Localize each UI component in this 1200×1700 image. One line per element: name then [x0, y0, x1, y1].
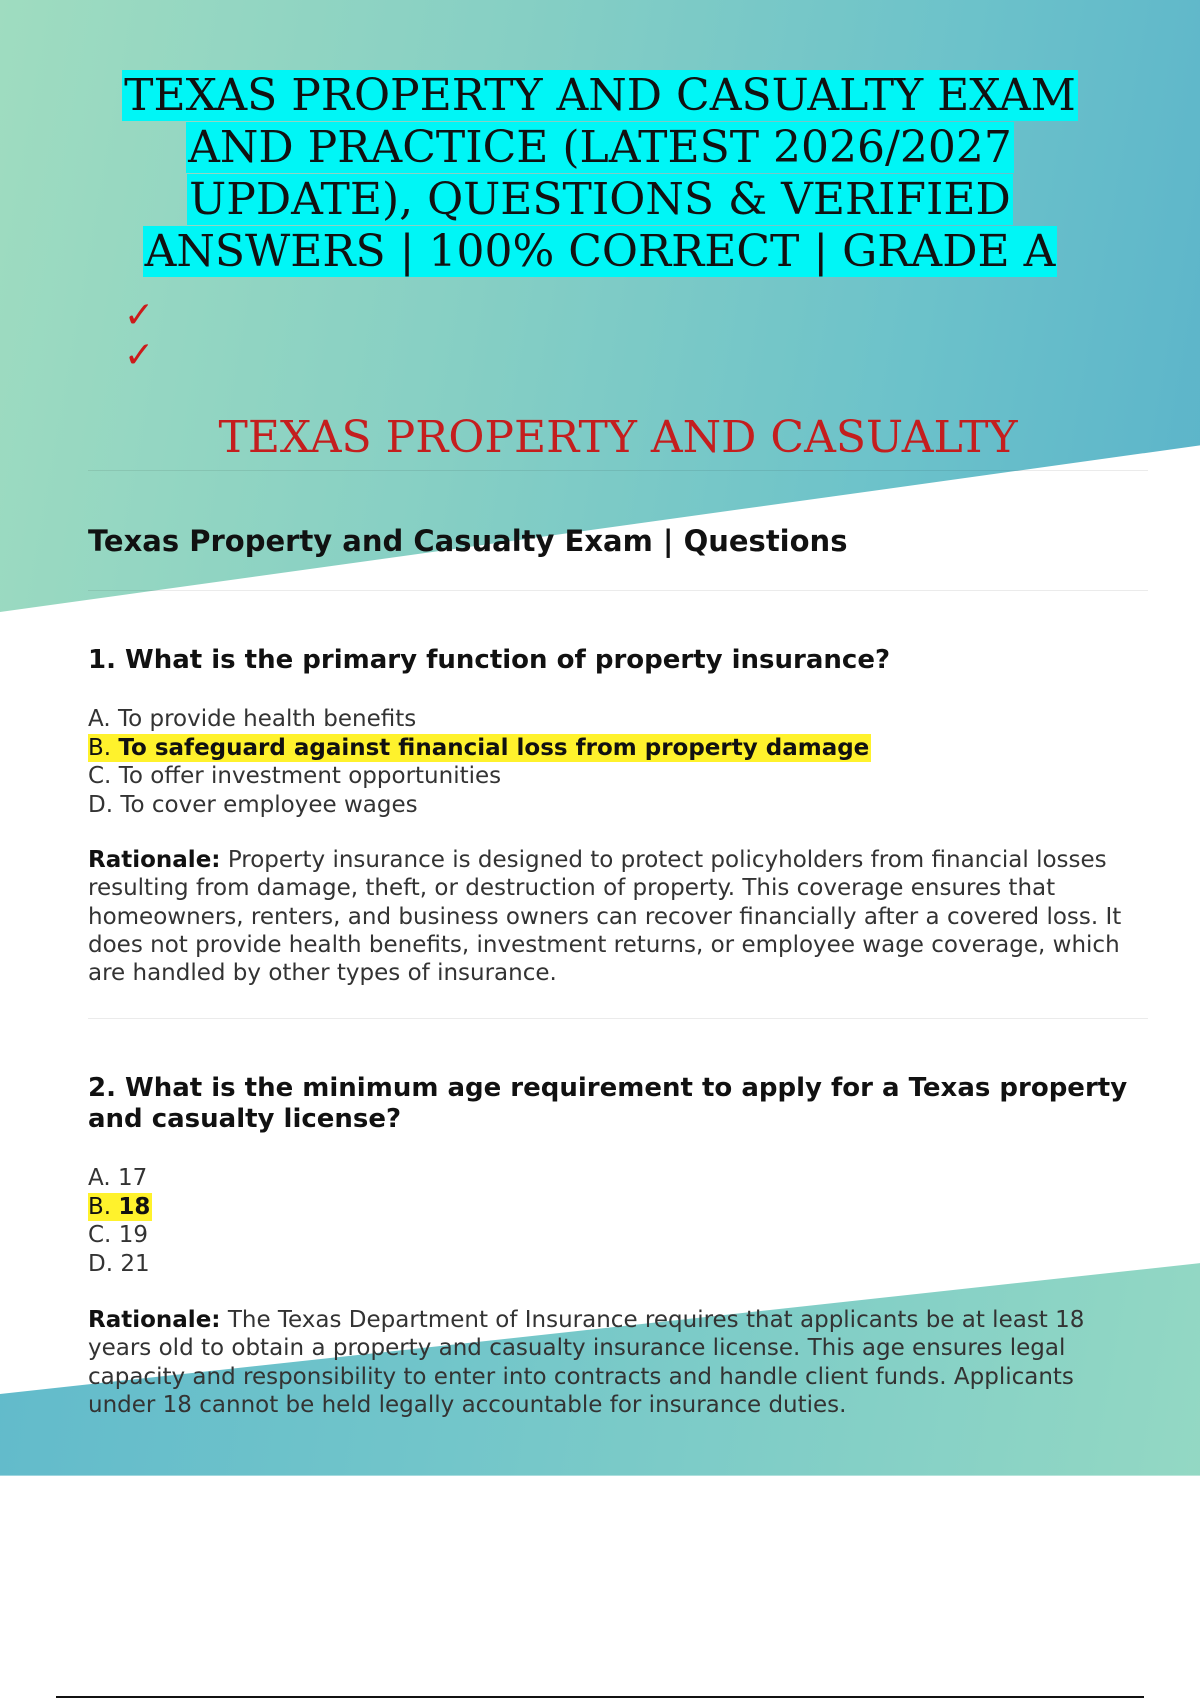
- document-subtitle: TEXAS PROPERTY AND CASUALTY: [218, 412, 1018, 463]
- option-text: 19: [118, 1222, 148, 1248]
- option-text: 21: [120, 1250, 150, 1277]
- option-a: [88, 1164, 152, 1193]
- question-1-text: 1. What is the primary function of property insurance?: [88, 645, 891, 675]
- option-text: To provide health benefits: [117, 706, 417, 732]
- document-title-text: TEXAS PROPERTY AND CASUALTY EXAM AND PRACTICE (LATEST 2026/2027 UPDATE), QUESTIONS & VERIFIED ANSWERS | 100% CORRECT | GRADE A: [124, 70, 1076, 277]
- option-b-correct: [88, 734, 871, 763]
- option-a: [88, 705, 871, 734]
- divider: [88, 590, 1148, 591]
- option-d: [88, 791, 871, 820]
- checkmark-icon: ✓: [124, 335, 155, 376]
- question-1-options: [88, 705, 871, 819]
- question-2-rationale: [88, 1306, 1148, 1419]
- option-letter: D.: [88, 1250, 114, 1277]
- rationale-text: The Texas Department of Insurance requires that applicants be at least 18 years old to obtain a property and casualty insurance license. This age ensures legal capacity and responsibility to enter into contracts and handle client funds. Applicants under 18 cannot be held legally accountable for insurance duties.: [88, 1307, 1085, 1418]
- option-b-correct: [88, 1193, 152, 1222]
- option-letter: C.: [88, 763, 112, 789]
- option-letter: C.: [88, 1222, 112, 1248]
- section-heading: Texas Property and Casualty Exam | Questions: [88, 524, 848, 558]
- divider: [88, 470, 1148, 471]
- question-1-rationale: [88, 846, 1148, 987]
- divider: [88, 1018, 1148, 1019]
- option-text: To cover employee wages: [120, 791, 418, 818]
- option-text: To offer investment opportunities: [118, 763, 502, 789]
- question-2-text: 2. What is the minimum age requirement to apply for a Texas property and casualty license?: [88, 1073, 1128, 1134]
- option-letter: D.: [88, 791, 114, 818]
- option-c: [88, 762, 871, 791]
- document-title: [100, 70, 1100, 278]
- rationale-label: Rationale:: [88, 1307, 221, 1333]
- option-text: 18: [118, 1193, 151, 1220]
- rationale-text: Property insurance is designed to protect policyholders from financial losses resulting from damage, theft, or destruction of property. This coverage ensures that homeowners, renters, and business owners can recover financially after a covered loss. It does not provide health benefits, investment returns, or employee wage coverage, which are handled by other types of insurance.: [88, 847, 1122, 987]
- footer-rule: [56, 1696, 1144, 1698]
- option-letter: B.: [88, 1193, 112, 1220]
- option-d: [88, 1250, 152, 1279]
- option-c: [88, 1221, 152, 1250]
- rationale-label: Rationale:: [88, 847, 221, 873]
- question-2-options: [88, 1164, 152, 1278]
- checkmark-icon: ✓: [124, 295, 155, 336]
- option-letter: A.: [88, 1165, 111, 1191]
- option-text: 17: [117, 1165, 148, 1191]
- option-letter: A.: [88, 706, 111, 732]
- option-text: To safeguard against financial loss from property damage: [118, 734, 870, 761]
- option-letter: B.: [88, 734, 112, 761]
